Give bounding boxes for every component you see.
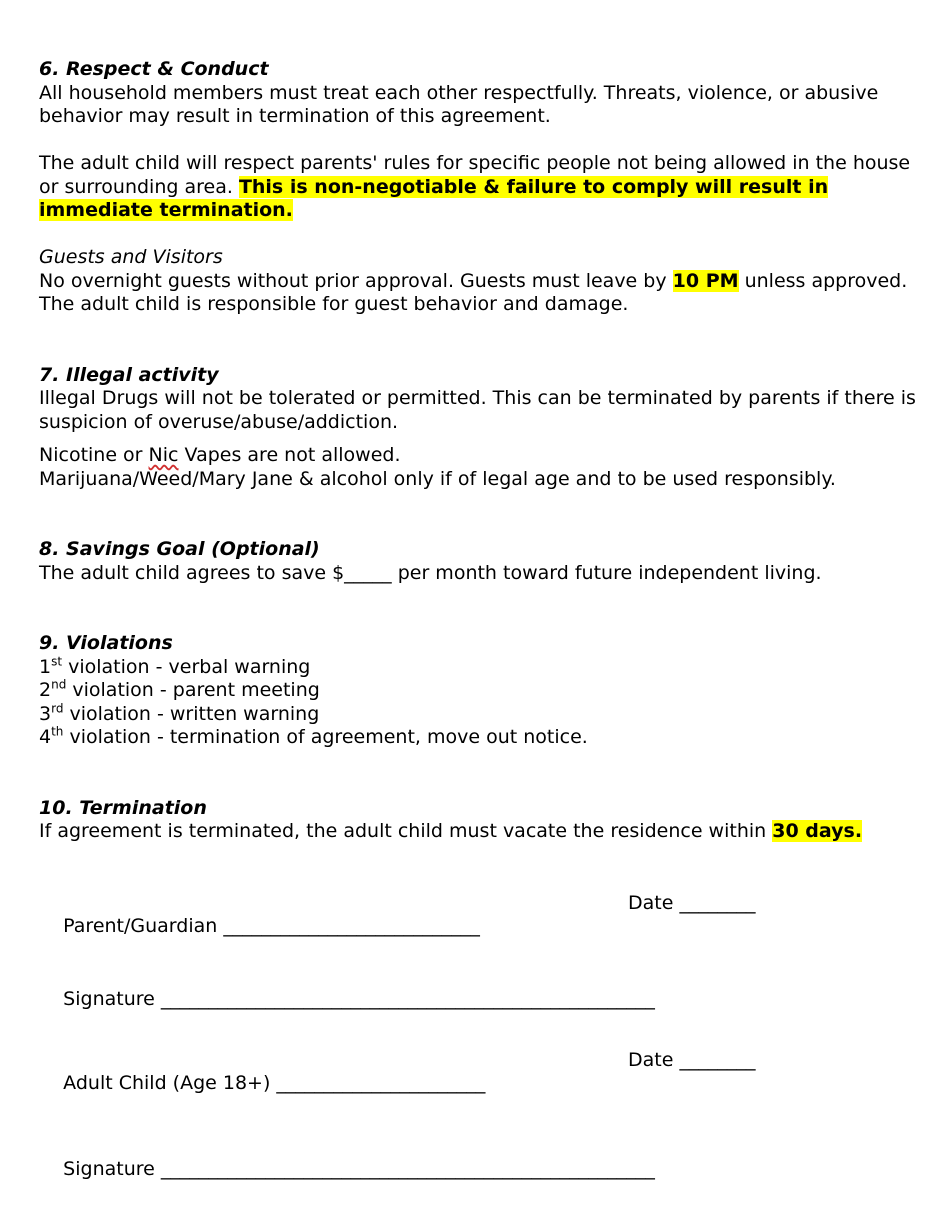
violation-item-2 (39, 679, 929, 703)
signature-line-2[interactable]: Signature ____________________________________________________ (63, 1158, 655, 1180)
parent-date-line[interactable]: Date ________ (628, 891, 756, 914)
violation-item-4 (39, 726, 929, 750)
nicotine-text-b: Vapes are not allowed. (184, 444, 401, 466)
signature-line-1[interactable]: Signature ____________________________________________________ (63, 988, 655, 1010)
non-negotiable-highlight: This is non-negotiable & failure to comply will result in immediate termination. (39, 175, 829, 221)
guests-text-b: unless approved. The adult child is responsible for guest behavior and damage. (39, 269, 908, 315)
violation-4-number: 4 (39, 726, 52, 748)
curfew-highlight: 10 PM (672, 269, 739, 292)
violation-item-1 (39, 656, 929, 680)
violation-1-number: 1 (39, 655, 52, 678)
parent-guardian-line[interactable]: Parent/Guardian ___________________________ (63, 915, 480, 937)
nicotine-text-a: Nicotine or (39, 444, 143, 466)
adult-child-line[interactable]: Adult Child (Age 18+) ______________________ (63, 1072, 486, 1094)
section-7-marijuana-line: Marijuana/Weed/Mary Jane & alcohol only if of legal age and to be used responsibly. (39, 467, 836, 490)
section-6-paragraph-1: All household members must treat each other respectfully. Threats, violence, or abusive behavior may result in termination of this agreement. (39, 81, 879, 127)
violation-2-number: 2 (39, 679, 52, 701)
guests-paragraph (39, 270, 929, 317)
section-6-rules-text: The adult child will respect parents' rules for specific people not being allowed in the house or surrounding area. (39, 152, 911, 198)
violation-item-3 (39, 703, 929, 727)
signature-row-2 (39, 1135, 929, 1180)
section-7-heading: 7. Illegal activity (39, 363, 219, 386)
vacate-days-highlight: 30 days. (772, 820, 863, 842)
termination-text: If agreement is terminated, the adult child must vacate the residence within (39, 820, 767, 842)
violation-1-text: violation - verbal warning (68, 655, 311, 678)
parent-guardian-row (39, 891, 929, 937)
section-8-text: The adult child agrees to save $_____ per month toward future independent living. (39, 561, 822, 584)
violation-4-suffix: th (51, 724, 64, 739)
section-10-heading: 10. Termination (39, 796, 207, 819)
section-8-heading: 8. Savings Goal (Optional) (39, 538, 320, 560)
document-page (39, 58, 929, 1180)
section-6-paragraph-2 (39, 152, 929, 223)
child-date-line[interactable]: Date ________ (628, 1048, 756, 1071)
violation-4-text: violation - termination of agreement, move out notice. (69, 726, 588, 748)
violation-1-suffix: st (51, 654, 63, 669)
section-10-text (39, 820, 929, 844)
section-6-heading: 6. Respect & Conduct (39, 58, 269, 80)
violation-3-suffix: rd (51, 701, 64, 716)
section-7-paragraph-1: Illegal Drugs will not be tolerated or permitted. This can be terminated by parents if there is suspicion of overuse/abuse/addiction. (39, 387, 916, 433)
violation-2-text: violation - parent meeting (72, 679, 320, 701)
violation-3-number: 3 (39, 702, 52, 725)
violation-2-suffix: nd (51, 677, 67, 692)
guests-text-a: No overnight guests without prior approval. Guests must leave by (39, 269, 667, 292)
nic-misspelled-word: Nic (148, 444, 179, 466)
violation-3-text: violation - written warning (69, 702, 320, 725)
signature-row-1 (39, 965, 929, 1010)
guests-subheading: Guests and Visitors (39, 246, 223, 268)
adult-child-row (39, 1048, 929, 1094)
section-7-nicotine-line (39, 444, 929, 468)
section-9-heading: 9. Violations (39, 632, 173, 654)
